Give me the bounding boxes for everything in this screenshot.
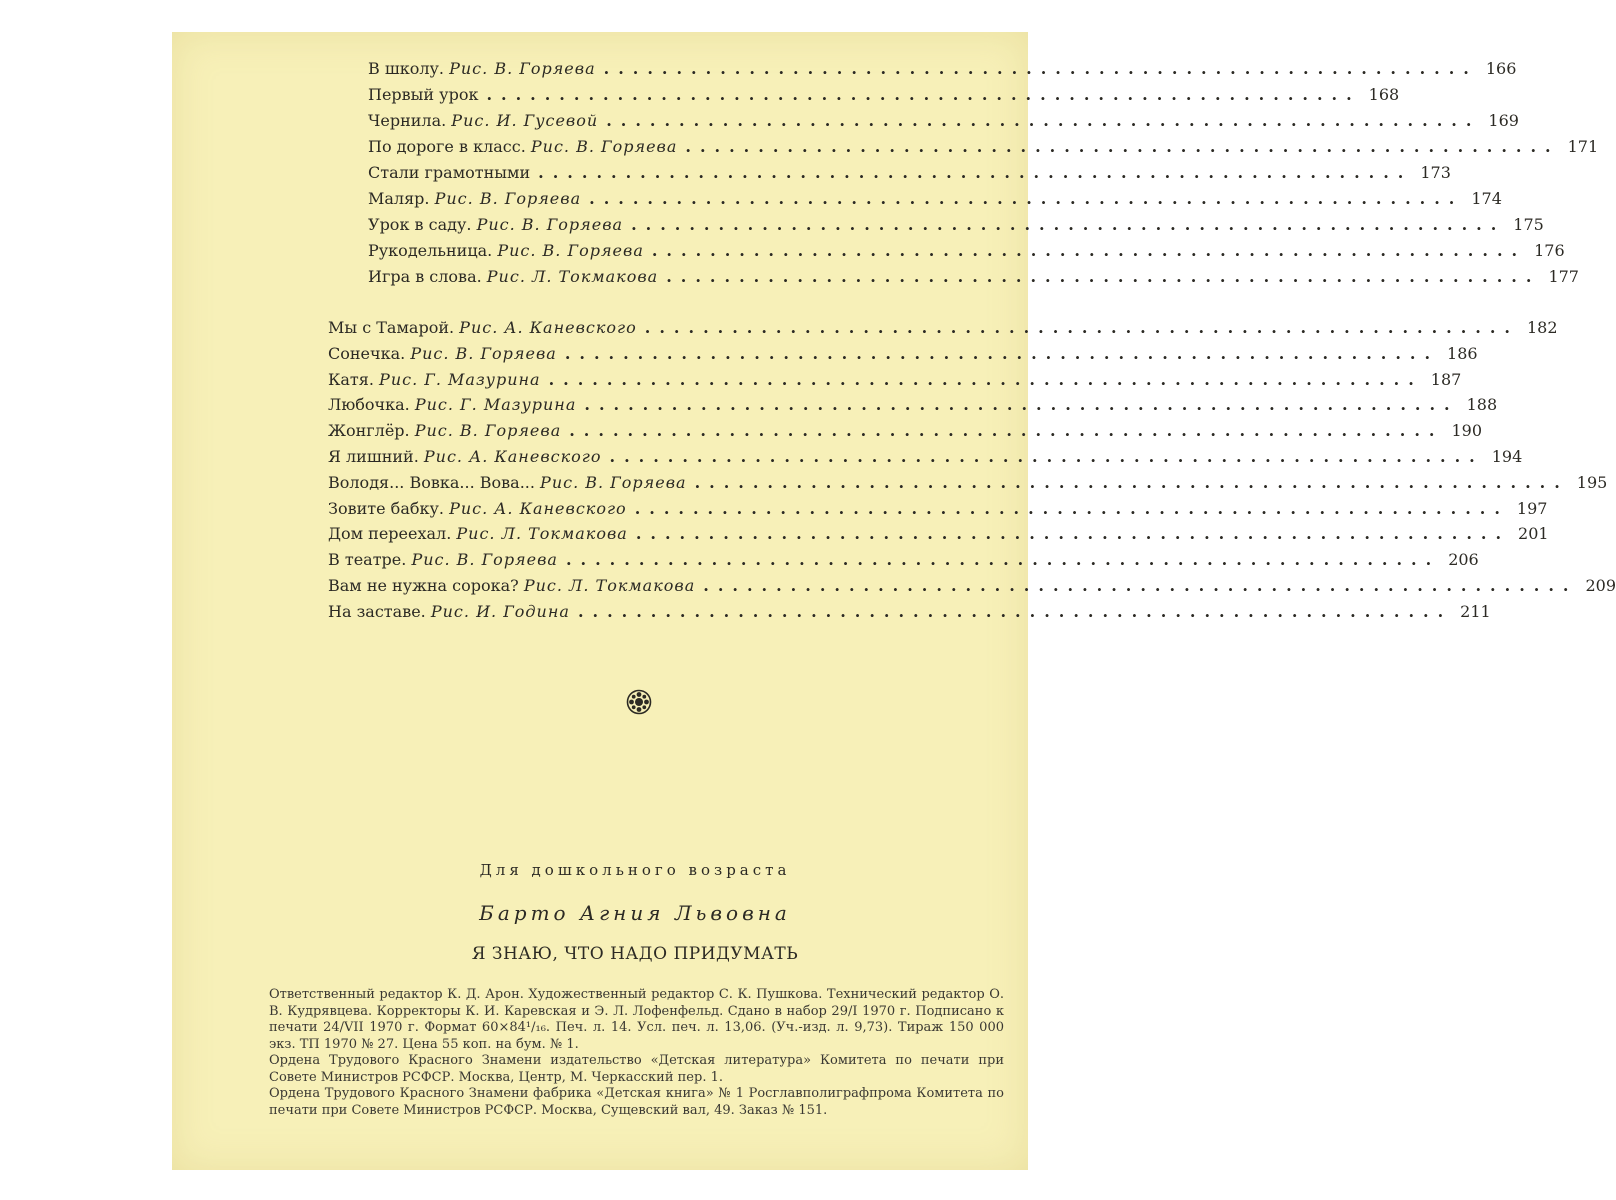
toc-entry-illustrator: Рис. Л. Токмакова: [523, 576, 696, 595]
toc-entry: [328, 547, 1479, 573]
toc-leader-dots: ............................................................: [606, 111, 1481, 130]
toc-leader-dots: ............................................................: [565, 550, 1441, 570]
book-page: [172, 32, 1616, 1170]
toc-entry-illustrator: Рис. И. Година: [430, 601, 570, 621]
toc-entry-illustrator: Рис. А. Каневского: [449, 498, 627, 518]
toc-entry-illustrator: Рис. В. Горяева: [449, 59, 596, 78]
colophon-publisher: Ордена Трудового Красного Знамени издательство «Детская литература» Комитета по печати при Совете Министров РСФСР. Москва, Центр, М. Черкасский пер. 1.: [269, 1053, 1004, 1085]
toc-entry-illustrator: Рис. Л. Токмакова: [456, 524, 628, 544]
toc-leader-dots: ............................................................: [685, 137, 1560, 156]
toc-entry: [368, 134, 1599, 160]
toc-entry-page-number: 194: [1491, 447, 1523, 466]
colophon: [269, 987, 1004, 1119]
toc-entry-title: По дороге в класс.: [368, 137, 526, 156]
toc-entry-title: Маляр.: [368, 189, 430, 208]
toc-entry-page-number: 171: [1567, 137, 1599, 156]
toc-entry: [328, 341, 1478, 367]
toc-leader-dots: ............................................................: [703, 576, 1578, 595]
toc-entry-page-number: 201: [1518, 524, 1549, 544]
toc-entry-title: В школу.: [368, 59, 445, 78]
toc-entry: [328, 573, 1616, 599]
toc-entry-page-number: 173: [1420, 163, 1451, 182]
toc-entry-page-number: 211: [1460, 601, 1491, 621]
toc-entry-illustrator: Рис. Л. Токмакова: [486, 267, 659, 286]
toc-leader-dots: ............................................................: [564, 343, 1440, 363]
toc-entry-illustrator: Рис. А. Каневского: [459, 318, 637, 337]
toc-entry-title: Катя.: [328, 369, 374, 389]
book-title: Я ЗНАЮ, ЧТО НАДО ПРИДУМАТЬ: [471, 944, 799, 964]
toc-entry-illustrator: Рис. Г. Мазурина: [379, 369, 541, 389]
toc-entry-page-number: 177: [1548, 267, 1579, 286]
toc-entry-illustrator: Рис. В. Горяева: [540, 472, 687, 492]
toc-entry: [328, 315, 1558, 341]
toc-leader-dots: ............................................................: [584, 395, 1459, 415]
toc-leader-dots: ............................................................: [569, 421, 1444, 441]
toc-entry: [368, 160, 1451, 186]
toc-leader-dots: ............................................................: [577, 601, 1453, 621]
toc-entry: [328, 418, 1482, 444]
toc-entry-page-number: 174: [1471, 189, 1502, 208]
toc-entry-title: Чернила.: [368, 111, 447, 130]
toc-entry-title: Первый урок: [368, 85, 479, 104]
toc-entry-title: Володя... Вовка... Вова...: [328, 472, 535, 492]
toc-leader-dots: ............................................................: [644, 318, 1519, 337]
toc-leader-dots: ............................................................: [634, 498, 1509, 518]
toc-entry-page-number: 182: [1527, 318, 1558, 337]
toc-leader-dots: ............................................................: [603, 59, 1478, 78]
toc-entry-title: Мы с Тамарой.: [328, 318, 455, 337]
toc-entry: [328, 392, 1498, 418]
toc-leader-dots: ............................................................: [666, 267, 1541, 286]
toc-leader-dots: ............................................................: [609, 447, 1484, 466]
toc-entry: [328, 496, 1548, 522]
toc-entry-illustrator: Рис. Г. Мазурина: [414, 395, 577, 415]
colophon-printer: Ордена Трудового Красного Знамени фабрика «Детская книга» № 1 Росглавполиграфпрома Комитета по печати при Совете Министров РСФСР. Москва, Сущевский вал, 49. Заказ № 151.: [269, 1086, 1004, 1118]
toc-entry: [368, 238, 1565, 264]
toc-entry-page-number: 190: [1451, 421, 1482, 441]
toc-entry-illustrator: Рис. В. Горяева: [411, 550, 558, 570]
toc-entry-illustrator: Рис. В. Горяева: [497, 241, 644, 260]
toc-leader-dots: ............................................................: [486, 85, 1361, 104]
toc-entry-illustrator: Рис. В. Горяева: [530, 137, 678, 156]
toc-entry-illustrator: Рис. А. Каневского: [423, 447, 602, 466]
toc-entry-page-number: 168: [1368, 85, 1400, 104]
toc-entry-title: Зовите бабку.: [328, 498, 444, 518]
toc-entry-illustrator: Рис. В. Горяева: [434, 189, 582, 208]
toc-entry-title: Игра в слова.: [368, 267, 482, 286]
age-note: Для дошкольного возраста: [479, 861, 791, 879]
toc-entry: [368, 212, 1544, 238]
toc-leader-dots: ............................................................: [651, 241, 1527, 260]
toc-leader-dots: ............................................................: [538, 163, 1413, 182]
toc-leader-dots: ............................................................: [548, 369, 1423, 389]
toc-entry: [368, 186, 1502, 212]
toc-entry-title: Урок в саду.: [368, 215, 472, 234]
toc-entry-page-number: 209: [1585, 576, 1616, 595]
toc-leader-dots: ............................................................: [589, 189, 1464, 208]
toc-entry-title: Вам не нужна сорока?: [328, 576, 519, 595]
toc-entry-title: Рукодельница.: [368, 241, 493, 260]
toc-entry: [328, 367, 1462, 393]
toc-entry-title: Дом переехал.: [328, 524, 452, 544]
toc-entry: [328, 470, 1608, 496]
toc-entry: [328, 599, 1491, 625]
toc-leader-dots: ............................................................: [631, 215, 1506, 234]
toc-entry: [368, 56, 1517, 82]
toc-entry: [328, 444, 1523, 470]
toc-entry-page-number: 176: [1534, 241, 1565, 260]
toc-entry-title: Стали грамотными: [368, 163, 531, 182]
toc-entry-title: Сонечка.: [328, 343, 406, 363]
toc-entry-page-number: 186: [1447, 343, 1478, 363]
toc-entry-title: Жонглёр.: [328, 421, 410, 441]
toc-entry: [368, 108, 1519, 134]
colophon-credits: Ответственный редактор К. Д. Арон. Художественный редактор С. К. Пушкова. Технический редактор О. В. Кудрявцева. Корректоры К. И. Каревская и Э. Л. Лофенфельд. Сдано в набор 29/I 1970 г. Подписано к печати 24/VII 1970 г. Формат 60×84¹/₁₆. Печ. л. 14. Усл. печ. л. 13,06. (Уч.-изд. л. 9,73). Тираж 150 000 экз. ТП 1970 № 27. Цена 55 коп. на бум. № 1.: [269, 987, 1004, 1052]
toc-entry-illustrator: Рис. В. Горяева: [476, 215, 624, 234]
toc-entry: [328, 521, 1549, 547]
toc-entry-page-number: 197: [1516, 498, 1548, 518]
book-author: Барто Агния Львовна: [479, 901, 791, 925]
toc-leader-dots: ............................................................: [635, 524, 1511, 544]
toc-entry-title: Я лишний.: [328, 447, 419, 466]
toc-entry-illustrator: Рис. И. Гусевой: [451, 111, 599, 130]
toc-leader-dots: ............................................................: [694, 472, 1569, 492]
toc-entry-page-number: 169: [1488, 111, 1519, 130]
toc-entry: [368, 82, 1400, 108]
toc-entry-title: На заставе.: [328, 601, 426, 621]
toc-entry-page-number: 187: [1430, 369, 1462, 389]
toc-entry-title: В театре.: [328, 550, 407, 570]
toc-entry-page-number: 175: [1513, 215, 1544, 234]
toc-entry-illustrator: Рис. В. Горяева: [414, 421, 562, 441]
toc-entry: [368, 264, 1579, 290]
toc-entry-title: Любочка.: [328, 395, 410, 415]
toc-entry-page-number: 166: [1485, 59, 1517, 78]
toc-entry-page-number: 206: [1448, 550, 1479, 570]
toc-entry-page-number: 195: [1576, 472, 1608, 492]
toc-entry-page-number: 188: [1466, 395, 1498, 415]
ornament-rosette-icon: [626, 689, 652, 715]
toc-entry-illustrator: Рис. В. Горяева: [410, 343, 557, 363]
